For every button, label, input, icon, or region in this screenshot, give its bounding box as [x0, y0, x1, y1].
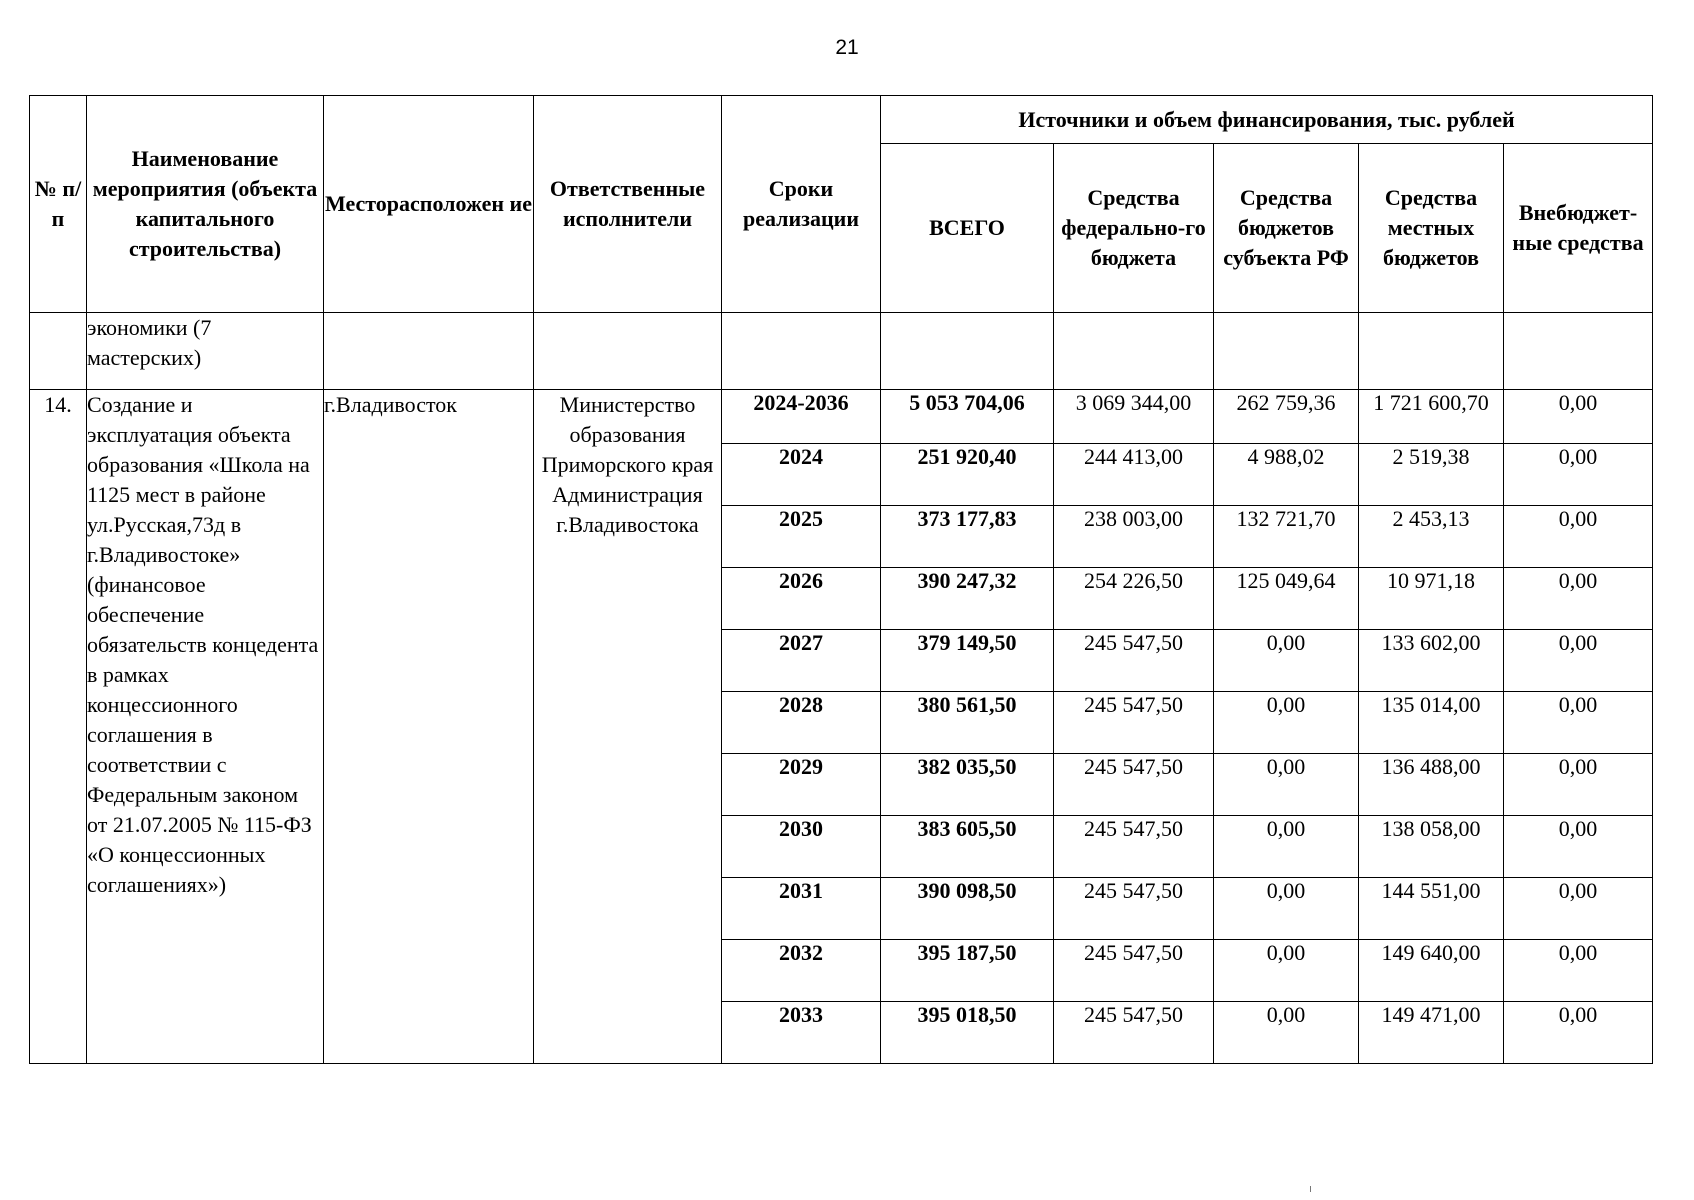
regional-cell: 0,00 [1214, 754, 1359, 816]
regional-cell: 0,00 [1214, 878, 1359, 940]
local-cell: 2 519,38 [1359, 444, 1504, 506]
header-local: Средства местных бюджетов [1359, 144, 1504, 313]
total-cell: 380 561,50 [881, 692, 1054, 754]
federal-cell: 245 547,50 [1054, 878, 1214, 940]
cont-empty-cell [534, 313, 722, 390]
header-num: № п/п [30, 96, 87, 313]
row14-name-cell: Создание и эксплуатация объекта образования «Школа на 1125 мест в районе ул.Русская,73д в г.Владивостоке» (финансовое обеспечение обязательств концедента в рамках концессионного соглашения в соответствии с Федеральным законом от 21.07.2005 № 115-ФЗ «О концессионных соглашениях») [87, 390, 324, 1064]
cont-empty-cell [881, 313, 1054, 390]
year-period-cell: 2033 [722, 1002, 881, 1064]
cont-empty-cell [324, 313, 534, 390]
extra-cell: 0,00 [1504, 816, 1653, 878]
local-cell: 138 058,00 [1359, 816, 1504, 878]
regional-cell: 0,00 [1214, 630, 1359, 692]
extra-cell: 0,00 [1504, 444, 1653, 506]
financing-table [29, 95, 1653, 1064]
regional-cell: 0,00 [1214, 816, 1359, 878]
extra-cell: 0,00 [1504, 692, 1653, 754]
local-cell: 149 471,00 [1359, 1002, 1504, 1064]
regional-cell: 262 759,36 [1214, 390, 1359, 444]
row14-responsible-cell: Министерство образования Приморского края Администрация г.Владивостока [534, 390, 722, 1064]
year-period-cell: 2026 [722, 568, 881, 630]
local-cell: 2 453,13 [1359, 506, 1504, 568]
extra-cell: 0,00 [1504, 1002, 1653, 1064]
continuation-row [30, 313, 1653, 390]
header-federal: Средства федерально-го бюджета [1054, 144, 1214, 313]
cont-empty-cell [1214, 313, 1359, 390]
regional-cell: 0,00 [1214, 1002, 1359, 1064]
extra-cell: 0,00 [1504, 568, 1653, 630]
header-location: Месторасположен ие [324, 96, 534, 313]
extra-cell: 0,00 [1504, 754, 1653, 816]
header-name: Наименование мероприятия (объекта капитального строительства) [87, 96, 324, 313]
header-extra: Внебюджет-ные средства [1504, 144, 1653, 313]
cont-empty-cell [722, 313, 881, 390]
year-period-cell: 2024 [722, 444, 881, 506]
regional-cell: 4 988,02 [1214, 444, 1359, 506]
federal-cell: 244 413,00 [1054, 444, 1214, 506]
total-cell: 390 247,32 [881, 568, 1054, 630]
federal-cell: 245 547,50 [1054, 1002, 1214, 1064]
extra-cell: 0,00 [1504, 390, 1653, 444]
table-header [30, 96, 1653, 313]
row14-num-cell: 14. [30, 390, 87, 1064]
total-cell: 5 053 704,06 [881, 390, 1054, 444]
table-body [30, 313, 1653, 390]
federal-cell: 254 226,50 [1054, 568, 1214, 630]
total-cell: 379 149,50 [881, 630, 1054, 692]
local-cell: 1 721 600,70 [1359, 390, 1504, 444]
header-period: Сроки реализации [722, 96, 881, 313]
federal-cell: 245 547,50 [1054, 940, 1214, 1002]
total-cell: 251 920,40 [881, 444, 1054, 506]
regional-cell: 0,00 [1214, 940, 1359, 1002]
year-period-cell: 2028 [722, 692, 881, 754]
cont-empty-cell [1359, 313, 1504, 390]
year-period-cell: 2029 [722, 754, 881, 816]
cont-num-cell [30, 313, 87, 390]
header-total: ВСЕГО [881, 144, 1054, 313]
year-period-cell: 2024-2036 [722, 390, 881, 444]
year-period-cell: 2031 [722, 878, 881, 940]
page-number: 21 [835, 36, 859, 59]
extra-cell: 0,00 [1504, 630, 1653, 692]
header-sources: Источники и объем финансирования, тыс. рублей [881, 96, 1653, 144]
local-cell: 149 640,00 [1359, 940, 1504, 1002]
header-regional: Средства бюджетов субъекта РФ [1214, 144, 1359, 313]
row-14-body [30, 390, 1653, 1064]
regional-cell: 132 721,70 [1214, 506, 1359, 568]
year-period-cell: 2027 [722, 630, 881, 692]
cont-name-cell: экономики (7 мастерских) [87, 313, 324, 390]
total-cell: 383 605,50 [881, 816, 1054, 878]
year-row [30, 390, 1653, 444]
scan-mark [1310, 1186, 1311, 1192]
row14-location-cell: г.Владивосток [324, 390, 534, 1064]
total-cell: 395 018,50 [881, 1002, 1054, 1064]
regional-cell: 125 049,64 [1214, 568, 1359, 630]
total-cell: 395 187,50 [881, 940, 1054, 1002]
local-cell: 136 488,00 [1359, 754, 1504, 816]
header-responsible: Ответственные исполнители [534, 96, 722, 313]
regional-cell: 0,00 [1214, 692, 1359, 754]
local-cell: 10 971,18 [1359, 568, 1504, 630]
total-cell: 382 035,50 [881, 754, 1054, 816]
cont-empty-cell [1504, 313, 1653, 390]
year-period-cell: 2025 [722, 506, 881, 568]
total-cell: 390 098,50 [881, 878, 1054, 940]
extra-cell: 0,00 [1504, 506, 1653, 568]
year-period-cell: 2032 [722, 940, 881, 1002]
extra-cell: 0,00 [1504, 878, 1653, 940]
federal-cell: 245 547,50 [1054, 754, 1214, 816]
extra-cell: 0,00 [1504, 940, 1653, 1002]
federal-cell: 238 003,00 [1054, 506, 1214, 568]
cont-empty-cell [1054, 313, 1214, 390]
year-period-cell: 2030 [722, 816, 881, 878]
local-cell: 144 551,00 [1359, 878, 1504, 940]
total-cell: 373 177,83 [881, 506, 1054, 568]
federal-cell: 245 547,50 [1054, 816, 1214, 878]
local-cell: 133 602,00 [1359, 630, 1504, 692]
federal-cell: 3 069 344,00 [1054, 390, 1214, 444]
local-cell: 135 014,00 [1359, 692, 1504, 754]
federal-cell: 245 547,50 [1054, 630, 1214, 692]
federal-cell: 245 547,50 [1054, 692, 1214, 754]
